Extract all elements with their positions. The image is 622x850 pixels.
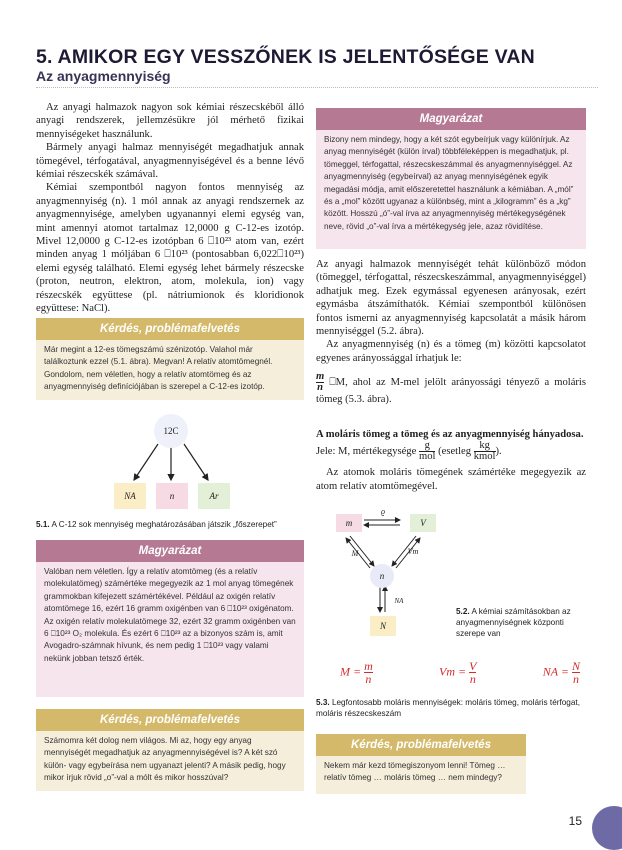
question-box-1 xyxy=(36,318,304,400)
box-text: Nekem már kezd tömegiszonyom lenni! Tömeg … relatív tömeg … moláris tömeg … nem mindegy? xyxy=(316,756,526,794)
amount-node: n xyxy=(156,483,188,509)
question-box-3 xyxy=(316,734,526,794)
mass-node: m xyxy=(336,514,362,532)
left-intro-text xyxy=(36,101,304,316)
definition-text: A moláris tömeg a tömeg és az anyagmennyiség hányadosa. Jele: M, mértékegysége g mol (esetleg kg kmol ). Az atomok moláris tömegének számértéke megegyezik az atom relatív atomtömegével. xyxy=(316,429,586,492)
molar-volume-label: Vm xyxy=(407,546,419,556)
caption-text: A kémiai számításokban az anyagmennyiségnek központi szerepe van xyxy=(456,607,571,638)
paragraph: Az atomok moláris tömegének számértéke megegyezik az atom relatív atomtömegével. xyxy=(316,467,586,492)
paragraph: Az anyagi halmazok nagyon sok kémiai részecskéből álló anyagi rendszerek, jellemzésükre jól mérhető fizikai mennyiségeket használunk. xyxy=(36,102,304,140)
corner-decoration xyxy=(592,806,622,850)
explanation-box-1 xyxy=(36,540,304,697)
page-title: 5. AMIKOR EGY VESSZŐNEK IS JELENTŐSÉGE VAN xyxy=(36,46,535,68)
paragraph: Kémiai szempontból nagyon fontos mennyiség az anyagmennyiség (n). 1 mól annak az anyagi rendszernek az anyagmennyisége, amelyben ugyanannyi elemi egység van, mint amennyi atomot tartalmaz 12,0000 g C-12-es izotóp. Mivel 12,0000 g C-12-es izotópban 6 ⎕10²³ atom van, ezért minden anyag 1 móljában 6 ⎕10²³ (pontosabban 6,022⎕10²³) elemi egység található. Elemi egység lehet bármely részecske (proton, neutron, elektron, atom, molekula, ion) vagy részecskék együttese (pl. nátriumionok és kloridionok együttese: NaCl). xyxy=(36,182,304,315)
relative-mass-node: Ar xyxy=(198,483,230,509)
unit-alt-text: (esetleg xyxy=(438,446,472,458)
mass-relation-line xyxy=(316,372,586,406)
particle-number-node: N xyxy=(370,616,396,636)
molar-mass-label: M xyxy=(351,548,359,558)
question-box-2 xyxy=(36,709,304,791)
unit-g-per-mol: g mol xyxy=(418,440,436,463)
explanation-box-2 xyxy=(316,108,586,249)
box-heading: Magyarázat xyxy=(36,540,304,562)
top-margin xyxy=(0,0,622,30)
molar-mass-formula: M = $\frac{m}{n}$ xyxy=(340,658,373,686)
avogadro-formula: NA = $\frac{N}{n}$ xyxy=(542,658,580,686)
molar-volume-formula: Vm = $\frac{V}{n}$ xyxy=(439,658,477,686)
box-text: Valóban nem véletlen. Így a relatív atomtömeg (és a relatív molekulatömeg) számértéke megegyezik az 1 mol anyag tömegének grammokban kifejezett számértékével. Például az oxigén relatív atomtömege 16, ezért 16 gramm oxigénben van 6 ⎕10²³ oxigénatom. Az oxigén relatív molekulatömege 32, ezért 32 gramm oxigénben van 6 ⎕10²³ O₂ molekula. És ezért 6 ⎕10²³ az a bizonyos szám is, amit Avogadro-számnak hívunk, és nem pedig 1 ⎕10²³ vagy valami nekünk jobban tetsző érték. xyxy=(36,562,304,697)
caption-number: 5.3. xyxy=(316,698,330,707)
title-divider xyxy=(36,87,598,88)
caption-text: Legfontosabb moláris mennyiségek: moláris tömeg, moláris térfogat, moláris részecskeszám xyxy=(316,698,580,718)
box-heading: Kérdés, problémafelvetés xyxy=(316,734,526,756)
paragraph: Bármely anyagi halmaz mennyiségét megadhatjuk annak tömegével, térfogatával, anyagmennyiségével és a benne lévő kémiai részecskék számával. xyxy=(36,142,304,181)
page-number: 15 xyxy=(568,814,582,828)
caption-number: 5.2. xyxy=(456,607,470,616)
paragraph: Az anyagi halmazok mennyiségét tehát különböző módon (tömeggel, térfogattal, részecskeszámmal, anyagmennyiséggel) adhatjuk meg. Ezek egymással egyenesen arányosak, ezért egymásba átszámíthatók. Kémiai szempontból különösen fontos ismerni az anyagmennyiség kapcsolatát a másik három mennyiséggel (5.2. ábra). xyxy=(316,259,586,338)
avogadro-node: NA xyxy=(114,483,146,509)
box-text: Már megint a 12-es tömegszámú szénizotóp. Valahol már találkoztunk ezzel (5.1. ábra). Megvan! A relatív atomtömegnél. Gondolom, nem véletlen, hogy a relatív atomtömeg és az anyagmennyiség definíciójában is szerepel a C-12-es izotóp. xyxy=(36,340,304,400)
unit-kg-per-kmol: kg kmol xyxy=(473,440,496,463)
fraction-m-over-n: $\frac{m}{n}$ xyxy=(316,371,325,393)
figure-5-2 xyxy=(330,506,440,636)
figure-5-3-formulas xyxy=(340,656,580,688)
figure-5-2-caption xyxy=(456,606,582,639)
right-text xyxy=(316,258,586,365)
figure-5-3-caption xyxy=(316,697,586,719)
relation-text: ⎕M, ahol az M-mel jelölt arányossági tényező a moláris tömeg (5.3. ábra). xyxy=(316,376,586,405)
avogadro-label: NA xyxy=(394,597,404,605)
unit-label: Jele: M, mértékegysége xyxy=(316,446,417,458)
box-heading: Kérdés, problémafelvetés xyxy=(36,318,304,340)
caption-number: 5.1. xyxy=(36,520,50,529)
box-text: Számomra két dolog nem világos. Mi az, hogy egy anyag mennyiségét megadhatjuk az anyagmennyiségével is? A két szó külön- vagy egybeírása nem ugyanazt jelenti? A másik pedig, hogy mikor írjuk rövid „o”-val a mólt és mikor hosszúval? xyxy=(36,731,304,791)
paragraph: Az anyagmennyiség (n) és a tömeg (m) közötti kapcsolatot egyenes arányossággal írhatjuk le: xyxy=(316,339,586,364)
caption-text: A C-12 sok mennyiség meghatározásában játszik „főszerepet” xyxy=(51,520,277,529)
page-subtitle: Az anyagmennyiség xyxy=(36,68,171,84)
figure-5-1-caption xyxy=(36,519,304,530)
box-heading: Kérdés, problémafelvetés xyxy=(36,709,304,731)
volume-node: V xyxy=(410,514,436,532)
figure-5-1 xyxy=(36,410,304,520)
density-label: ϱ xyxy=(380,506,386,516)
amount-node: n xyxy=(370,564,394,588)
carbon-12-node: 12C xyxy=(154,414,188,448)
box-text: Bizony nem mindegy, hogy a két szót egybeírjuk vagy különírjuk. Az anyag mennyiségét (külön írval) többféleképpen is megadhatjuk, pl. tömeggel, térfogattal, részecskeszámmal és anyagmennyiséggel. Az anyagmennyiség (egybeírval) az anyag mennyiségének egyik megadási módja, amit előszeretettel használunk a kémiában. A „mól” és a „mol” között ugyanaz a különbség, mint a „kilogramm” és a „kg” között. Hosszú „ó”-val írva az anyagmennyiség mértékegységének neve, rövid „o”-val írva a mértékegység jele, azaz rövidítése. xyxy=(316,130,586,249)
definition: A moláris tömeg a tömeg és az anyagmennyiség hányadosa. xyxy=(316,429,584,440)
box-heading: Magyarázat xyxy=(316,108,586,130)
